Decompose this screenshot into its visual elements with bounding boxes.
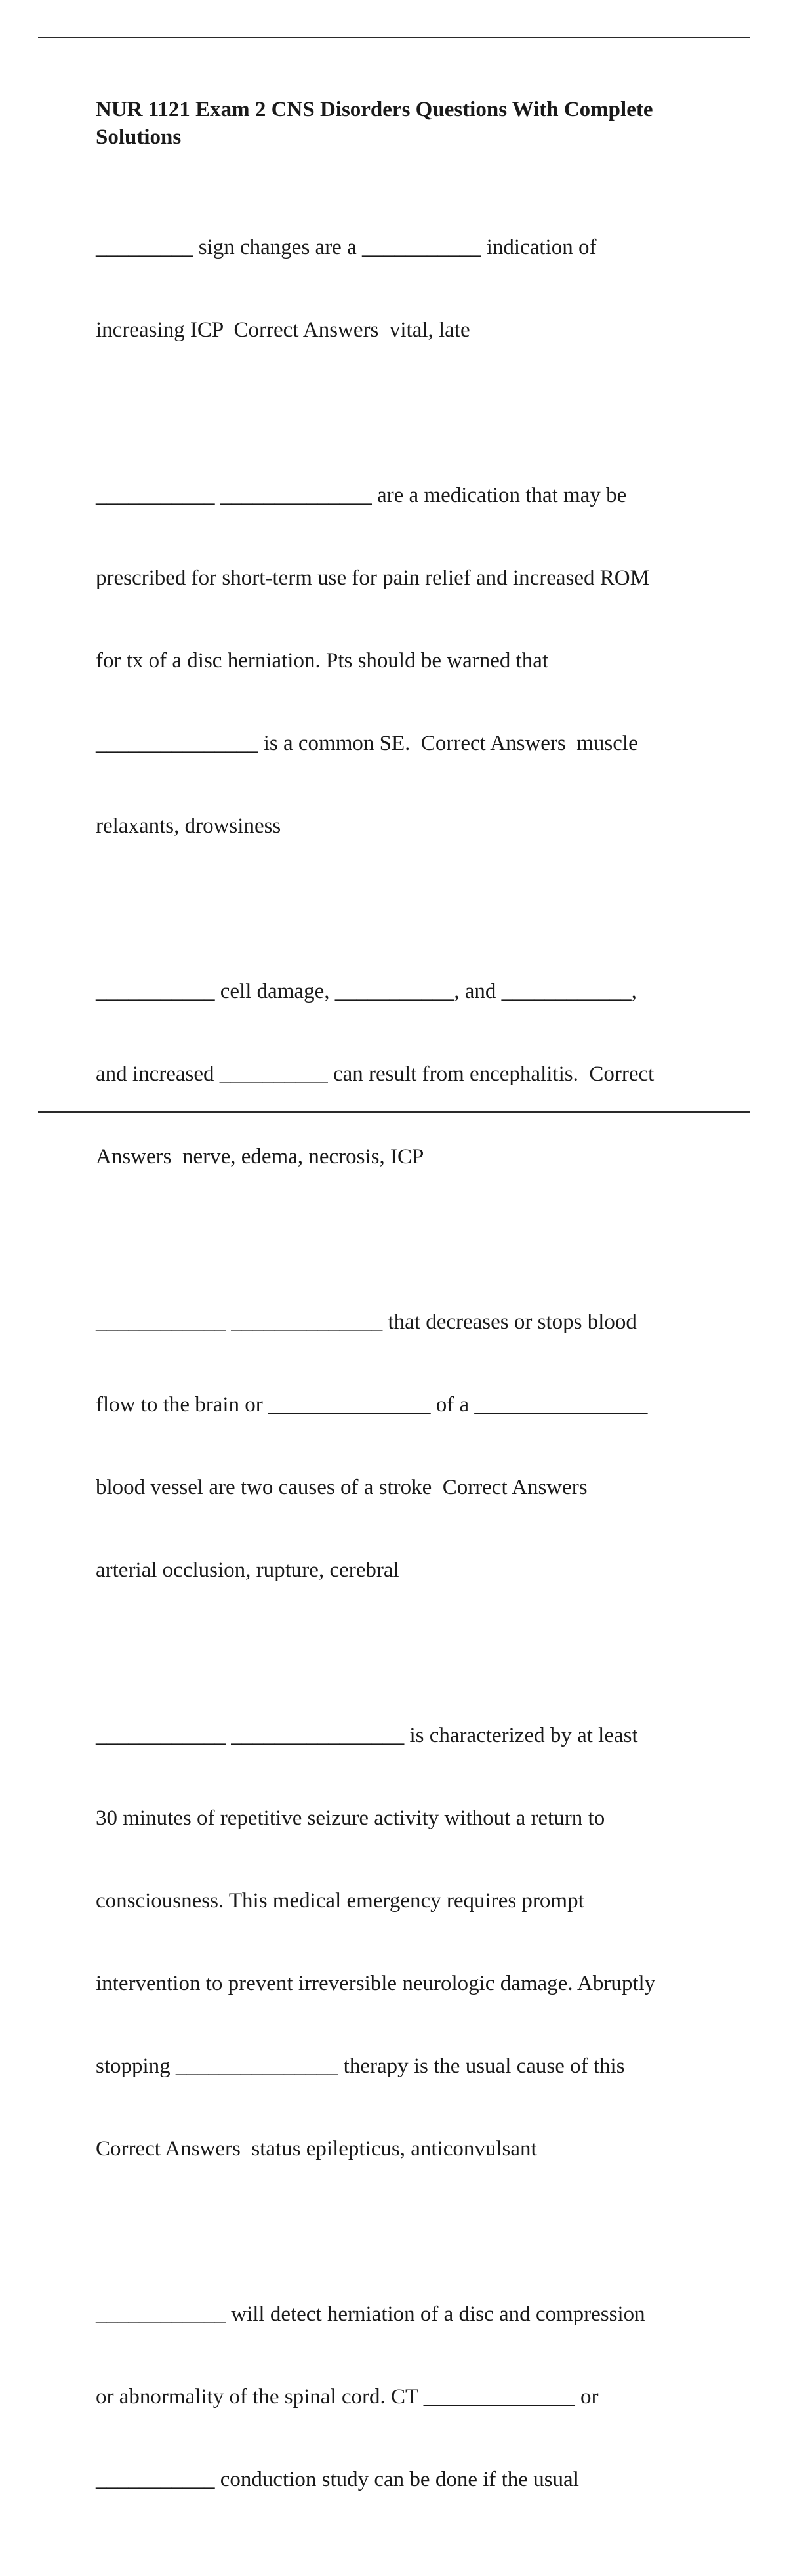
question-line: _________ sign changes are a ___________ indication of: [96, 236, 597, 259]
question-6: [96, 2245, 719, 2548]
question-line: prescribed for short-term use for pain relief and increased ROM: [96, 566, 649, 590]
question-line: ____________ ______________ that decreases or stops blood: [96, 1310, 637, 1334]
question-line: Answers nerve, edema, necrosis, ICP: [96, 1145, 424, 1169]
question-2: [96, 426, 719, 895]
question-line: 30 minutes of repetitive seizure activity without a return to: [96, 1806, 605, 1830]
question-line: relaxants, drowsiness: [96, 814, 281, 838]
question-line: ____________ will detect herniation of a disc and compression: [96, 2302, 645, 2326]
question-line: _______________ is a common SE. Correct Answers muscle: [96, 732, 638, 755]
question-4: [96, 1253, 719, 1639]
question-line: ___________ conduction study can be done if the usual: [96, 2468, 579, 2491]
question-line: for tx of a disc herniation. Pts should be warned that: [96, 649, 549, 673]
question-line: ____________ ________________ is characterized by at least: [96, 1724, 638, 1747]
question-line: increasing ICP Correct Answers vital, late: [96, 318, 470, 342]
question-line: blood vessel are two causes of a stroke Correct Answers: [96, 1476, 588, 1499]
question-1: [96, 178, 719, 399]
question-line: arterial occlusion, rupture, cerebral: [96, 1558, 399, 1582]
question-line: ___________ cell damage, ___________, and ____________,: [96, 980, 637, 1003]
question-line: Correct Answers status epilepticus, anticonvulsant: [96, 2137, 537, 2161]
document-title: NUR 1121 Exam 2 CNS Disorders Questions With Complete Solutions: [96, 98, 653, 149]
question-line: consciousness. This medical emergency requires prompt: [96, 1889, 584, 1913]
question-line: ___________ ______________ are a medication that may be: [96, 484, 627, 507]
question-5: [96, 1667, 719, 2218]
question-3: [96, 923, 719, 1226]
question-line: intervention to prevent irreversible neurologic damage. Abruptly: [96, 1972, 656, 1995]
question-line: and increased __________ can result from encephalitis. Correct: [96, 1062, 655, 1086]
question-line: or abnormality of the spinal cord. CT ______________ or: [96, 2385, 599, 2409]
question-line: stopping _______________ therapy is the usual cause of this: [96, 2054, 625, 2078]
top-rule: [38, 37, 750, 38]
document-body: [96, 96, 719, 2576]
bottom-rule: [38, 1111, 750, 1113]
question-line: flow to the brain or _______________ of a ________________: [96, 1393, 648, 1417]
